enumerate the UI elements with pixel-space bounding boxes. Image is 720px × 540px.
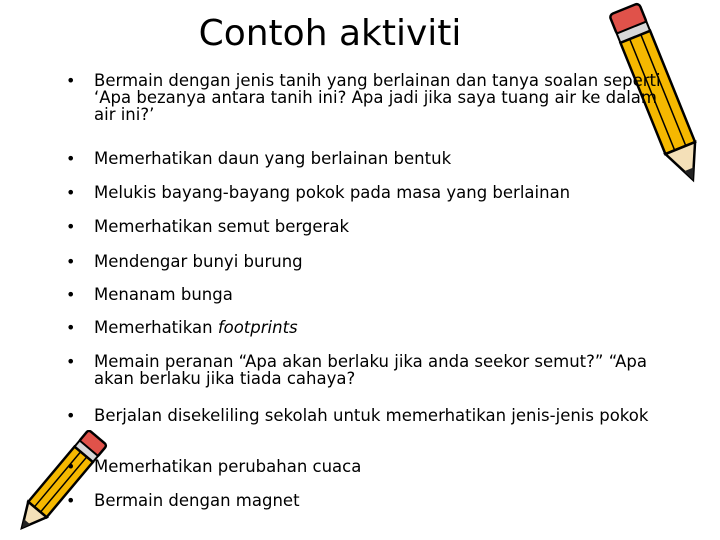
bullet-marker: • — [66, 71, 76, 90]
list-item-text: Bermain dengan magnet — [94, 491, 300, 510]
bullet-marker: • — [66, 491, 76, 510]
list-item-text: Memain peranan “Apa akan berlaku jika anda seekor semut?” “Apa akan berlaku jika tiada cahaya? — [94, 352, 647, 388]
slide-title: Contoh aktiviti — [198, 13, 462, 54]
pencil-bottom-left-icon — [0, 430, 120, 540]
list-item-text: Bermain dengan jenis tanih yang berlainan dan tanya soalan seperti ‘Apa bezanya antara tanih ini? Apa jadi jika saya tuang air ke dalam air ini?’ — [94, 71, 661, 124]
bullet-marker: • — [66, 217, 76, 236]
list-item-text — [94, 319, 674, 336]
list-item-text: Memerhatikan semut bergerak — [94, 217, 349, 236]
bullet-marker: • — [66, 318, 76, 337]
list-item-text-emphasis: footprints — [217, 318, 298, 337]
bullet-marker: • — [66, 149, 76, 168]
bullet-marker: • — [66, 183, 76, 202]
bullet-marker: • — [66, 457, 76, 476]
list-item-text: Memerhatikan daun yang berlainan bentuk — [94, 149, 452, 168]
bullet-marker: • — [66, 252, 76, 271]
list-item-text: Berjalan disekeliling sekolah untuk memerhatikan jenis-jenis pokok — [94, 406, 649, 425]
bullet-marker: • — [66, 352, 76, 371]
bullet-marker: • — [66, 406, 76, 425]
list-item-text-prefix: Memerhatikan — [94, 318, 218, 337]
list-item-text: Memerhatikan perubahan cuaca — [94, 457, 362, 476]
list-item-text: Menanam bunga — [94, 285, 233, 304]
bullet-marker: • — [66, 285, 76, 304]
list-item-text: Mendengar bunyi burung — [94, 252, 303, 271]
list-item-text: Melukis bayang-bayang pokok pada masa yang berlainan — [94, 183, 571, 202]
